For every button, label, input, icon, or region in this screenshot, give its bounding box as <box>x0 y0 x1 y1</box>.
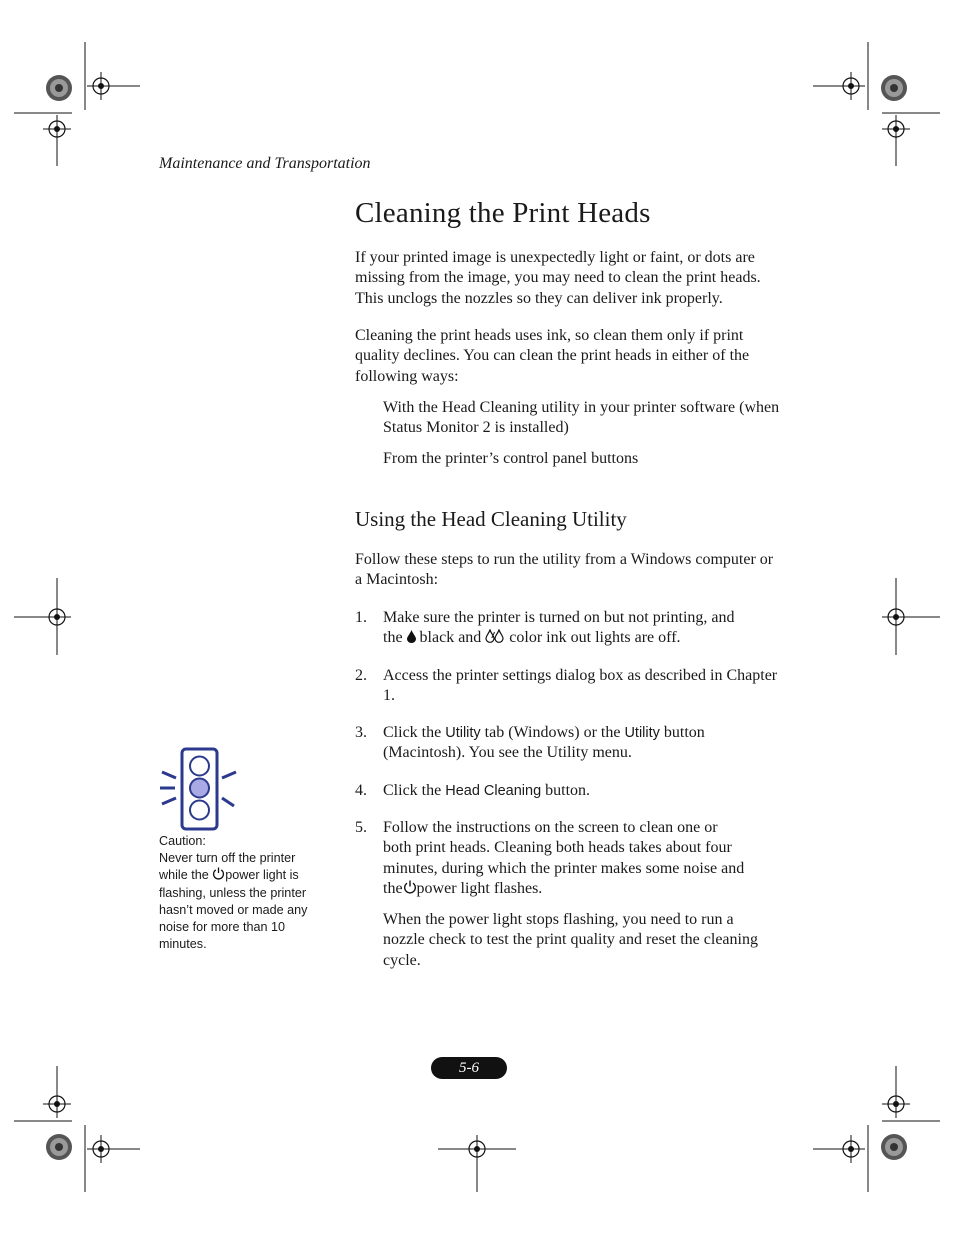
head-cleaning-button-label: Head Cleaning <box>445 783 542 799</box>
caution-note: Caution: Never turn off the printer while the power light is flashing, unless the printer hasn’t moved or made any noise for more than 10 minutes. <box>159 833 329 953</box>
after-step-note: When the power light stops flashing, you need to run a nozzle check to test the print quality and reset the cleaning cycle. <box>383 911 758 969</box>
step-5: 5. Follow the instructions on the screen to clean one or both print heads. Cleaning both heads takes about four minutes, during which the printer makes some noise and the power light flashes. <box>355 819 745 898</box>
page-number: 5-6 <box>431 1057 507 1079</box>
intro-paragraph-2: Cleaning the print heads uses ink, so clean them only if print quality declines. You can clean the print heads in either of the following ways: <box>355 327 750 385</box>
power-icon <box>212 867 225 880</box>
step-2 <box>355 666 780 708</box>
step-number: 5. <box>355 819 367 836</box>
section-heading: Using the Head Cleaning Utility <box>355 507 627 531</box>
step-number: 1. <box>355 609 367 626</box>
utility-button-label: Utility <box>624 725 660 741</box>
running-head: Maintenance and Transportation <box>159 155 371 172</box>
step-text: Access the printer settings dialog box as described in Chapter 1. <box>383 667 778 705</box>
utility-tab-label: Utility <box>445 725 481 741</box>
step-number: 2. <box>355 667 367 684</box>
color-ink-drops-icon <box>485 629 505 643</box>
caution-traffic-light-icon <box>158 746 240 832</box>
step-1: 1. Make sure the printer is turned on but not printing, and the black and color ink out lights are off. <box>355 608 780 650</box>
black-ink-drop-icon <box>407 630 416 643</box>
option-utility: With the Head Cleaning utility in your printer software (when Status Monitor 2 is installed) <box>383 399 780 437</box>
step-4: 4. Click the Head Cleaning button. <box>355 781 780 803</box>
page-title: Cleaning the Print Heads <box>355 197 651 229</box>
step-number: 4. <box>355 782 367 799</box>
step-number: 3. <box>355 724 367 741</box>
caution-label: Caution: <box>159 834 206 848</box>
power-icon <box>403 880 417 894</box>
section-lead: Follow these steps to run the utility from a Windows computer or a Macintosh: <box>355 551 774 589</box>
option-control-panel: From the printer’s control panel buttons <box>383 450 639 467</box>
step-3: 3. Click the Utility tab (Windows) or the Utility button (Macintosh). You see the Utility menu. <box>355 724 705 762</box>
intro-paragraph-1: If your printed image is unexpectedly light or faint, or dots are missing from the image, you may need to clean the print heads. This unclogs the nozzles so they can deliver ink properly. <box>355 249 761 307</box>
step-text: Make sure the printer is turned on but not printing, and <box>383 609 735 626</box>
